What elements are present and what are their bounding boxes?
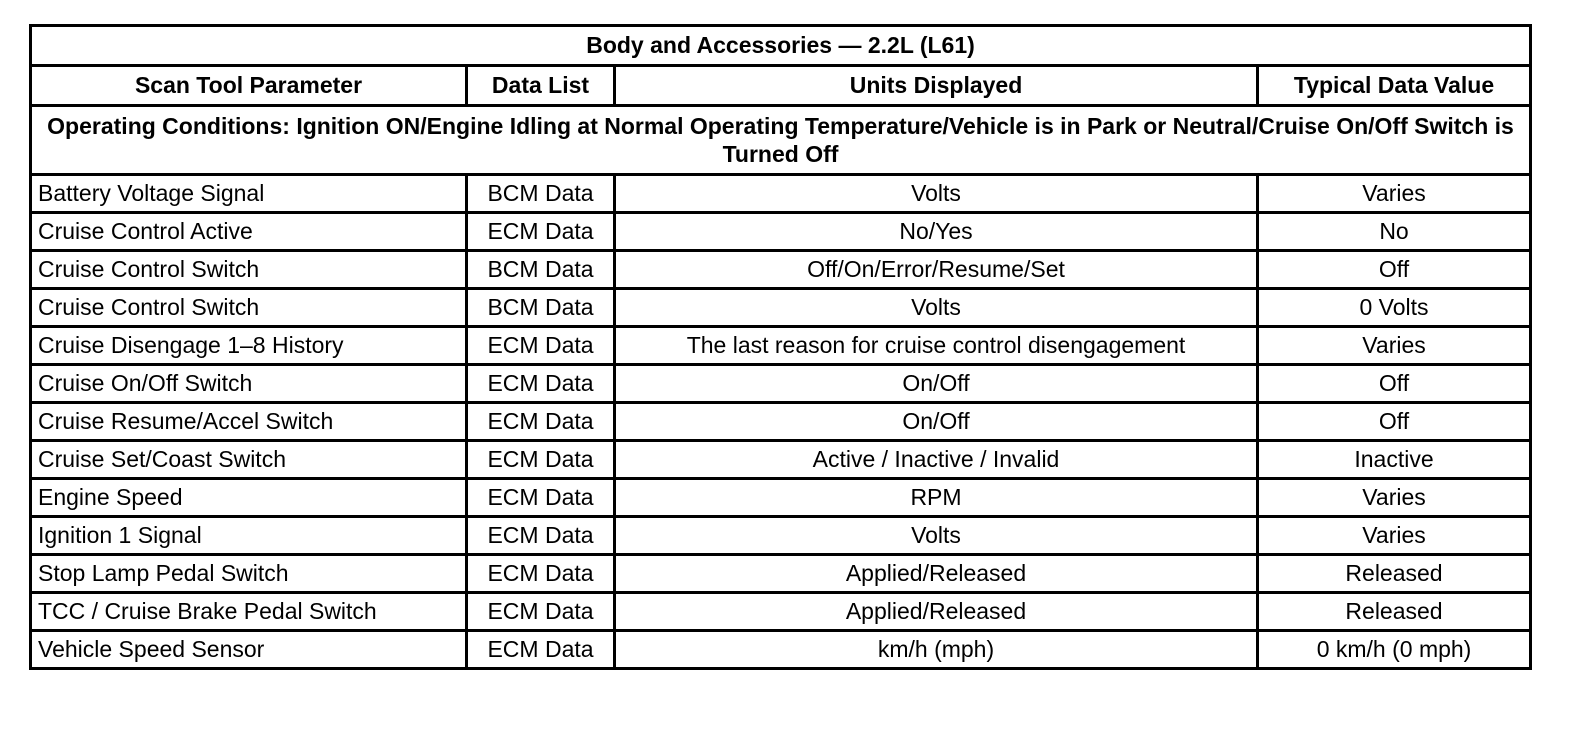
table-body — [31, 175, 1531, 669]
cell-parameter: Cruise On/Off Switch — [31, 365, 467, 403]
table-row — [31, 175, 1531, 213]
cell-data-list: ECM Data — [467, 479, 615, 517]
table-row — [31, 327, 1531, 365]
cell-units: On/Off — [615, 365, 1258, 403]
column-header-parameter: Scan Tool Parameter — [31, 66, 467, 106]
table-header-row — [31, 66, 1531, 106]
cell-parameter: Cruise Control Switch — [31, 289, 467, 327]
cell-units: Volts — [615, 175, 1258, 213]
cell-data-list: ECM Data — [467, 327, 615, 365]
cell-typical-value: Released — [1258, 555, 1531, 593]
cell-data-list: ECM Data — [467, 365, 615, 403]
cell-units: Off/On/Error/Resume/Set — [615, 251, 1258, 289]
table-title: Body and Accessories — 2.2L (L61) — [31, 26, 1531, 66]
cell-parameter: TCC / Cruise Brake Pedal Switch — [31, 593, 467, 631]
cell-data-list: BCM Data — [467, 175, 615, 213]
cell-data-list: ECM Data — [467, 213, 615, 251]
cell-parameter: Cruise Control Switch — [31, 251, 467, 289]
cell-typical-value: 0 km/h (0 mph) — [1258, 631, 1531, 669]
cell-typical-value: Off — [1258, 365, 1531, 403]
cell-typical-value: 0 Volts — [1258, 289, 1531, 327]
cell-typical-value: Off — [1258, 251, 1531, 289]
table-row — [31, 555, 1531, 593]
table-row — [31, 289, 1531, 327]
cell-units: Volts — [615, 517, 1258, 555]
table-row — [31, 213, 1531, 251]
cell-typical-value: No — [1258, 213, 1531, 251]
column-header-data-list: Data List — [467, 66, 615, 106]
cell-units: Applied/Released — [615, 555, 1258, 593]
cell-parameter: Cruise Disengage 1–8 History — [31, 327, 467, 365]
cell-data-list: ECM Data — [467, 517, 615, 555]
cell-data-list: ECM Data — [467, 555, 615, 593]
cell-typical-value: Off — [1258, 403, 1531, 441]
column-header-units: Units Displayed — [615, 66, 1258, 106]
operating-conditions-row — [31, 106, 1531, 175]
cell-data-list: ECM Data — [467, 631, 615, 669]
cell-units: Active / Inactive / Invalid — [615, 441, 1258, 479]
cell-typical-value: Varies — [1258, 327, 1531, 365]
cell-data-list: BCM Data — [467, 251, 615, 289]
cell-units: On/Off — [615, 403, 1258, 441]
table-row — [31, 593, 1531, 631]
cell-units: No/Yes — [615, 213, 1258, 251]
cell-parameter: Ignition 1 Signal — [31, 517, 467, 555]
cell-data-list: ECM Data — [467, 593, 615, 631]
cell-units: Volts — [615, 289, 1258, 327]
cell-units: Applied/Released — [615, 593, 1258, 631]
cell-parameter: Cruise Control Active — [31, 213, 467, 251]
table-row — [31, 631, 1531, 669]
cell-units: km/h (mph) — [615, 631, 1258, 669]
cell-parameter: Stop Lamp Pedal Switch — [31, 555, 467, 593]
table-row — [31, 441, 1531, 479]
cell-units: The last reason for cruise control disengagement — [615, 327, 1258, 365]
cell-parameter: Engine Speed — [31, 479, 467, 517]
cell-data-list: BCM Data — [467, 289, 615, 327]
table-row — [31, 365, 1531, 403]
cell-typical-value: Varies — [1258, 175, 1531, 213]
column-header-typical-value: Typical Data Value — [1258, 66, 1531, 106]
cell-data-list: ECM Data — [467, 441, 615, 479]
operating-conditions: Operating Conditions: Ignition ON/Engine Idling at Normal Operating Temperature/Vehicle is in Park or Neutral/Cruise On/Off Switch is Turned Off — [31, 106, 1531, 175]
cell-typical-value: Varies — [1258, 517, 1531, 555]
cell-parameter: Battery Voltage Signal — [31, 175, 467, 213]
table-title-row — [31, 26, 1531, 66]
cell-parameter: Vehicle Speed Sensor — [31, 631, 467, 669]
table-row — [31, 479, 1531, 517]
table-row — [31, 251, 1531, 289]
cell-typical-value: Varies — [1258, 479, 1531, 517]
cell-units: RPM — [615, 479, 1258, 517]
cell-parameter: Cruise Resume/Accel Switch — [31, 403, 467, 441]
table-row — [31, 517, 1531, 555]
cell-data-list: ECM Data — [467, 403, 615, 441]
scan-tool-data-table — [29, 24, 1532, 670]
cell-parameter: Cruise Set/Coast Switch — [31, 441, 467, 479]
cell-typical-value: Released — [1258, 593, 1531, 631]
cell-typical-value: Inactive — [1258, 441, 1531, 479]
table-row — [31, 403, 1531, 441]
